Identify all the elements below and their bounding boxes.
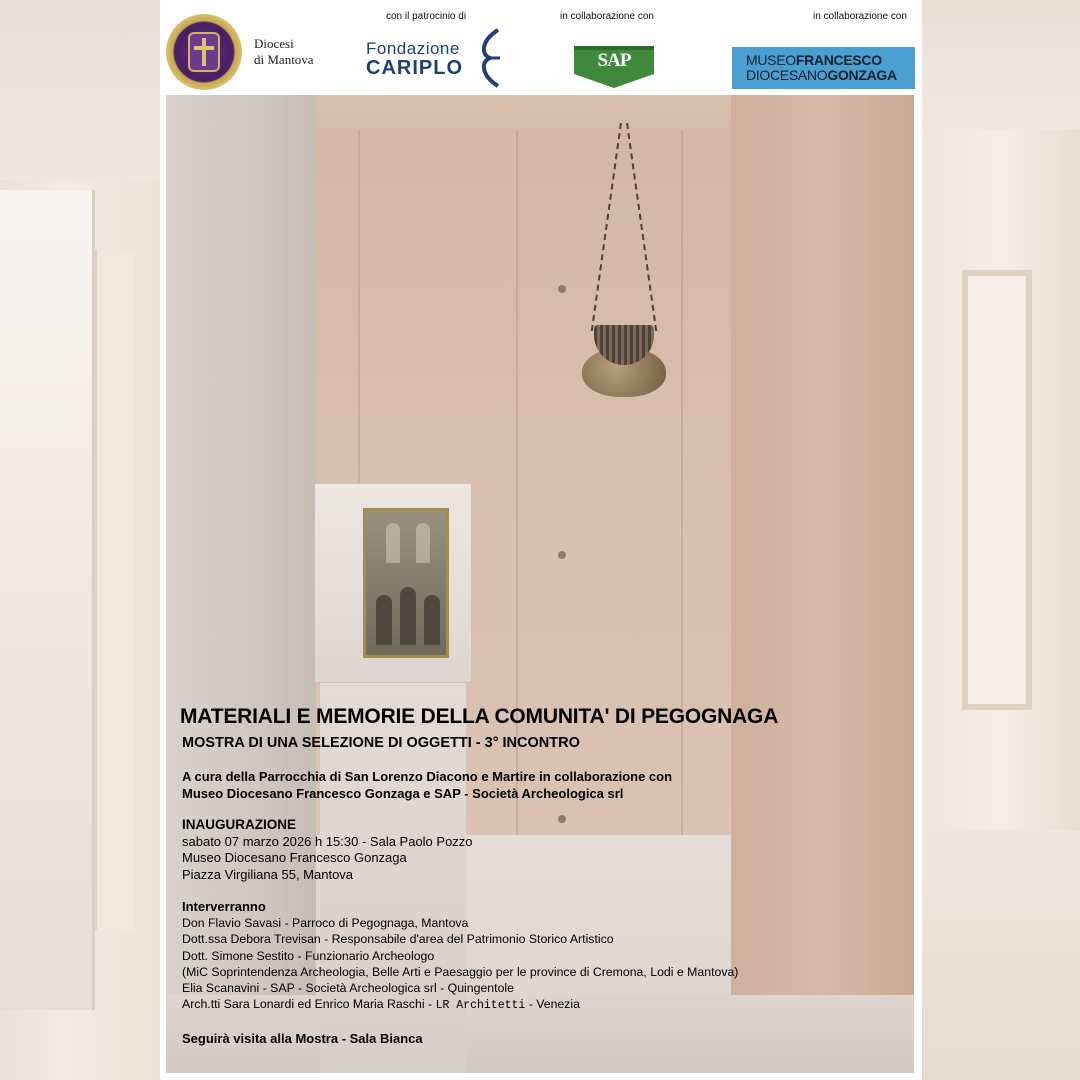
diocesi-line1: Diocesi [254, 36, 294, 51]
inauguration-venue: Museo Diocesano Francesco Gonzaga [182, 850, 407, 865]
speakers-heading: Interverranno [182, 899, 266, 914]
background-floor [922, 830, 1080, 1080]
cariplo-line2: CARIPLO [366, 57, 463, 79]
curated-line1: A cura della Parrocchia di San Lorenzo Diacono e Martire in collaborazione con [182, 769, 673, 784]
event-poster [160, 0, 922, 1080]
background-ceiling [922, 0, 1080, 130]
background-right [922, 0, 1080, 1080]
background-window-frame [95, 250, 135, 930]
collaboration-caption-2: in collaborazione con [813, 11, 907, 22]
inauguration-address: Piazza Virgiliana 55, Mantova [182, 866, 354, 882]
diocesi-logo [166, 14, 314, 90]
background-ceiling [0, 0, 160, 180]
patronage-caption: con il patrocinio di [386, 11, 467, 22]
curated-line2: Museo Diocesano Francesco Gonzaga e SAP - Società Archeologica srl [182, 786, 624, 801]
museo-line1: MUSEOFRANCESCO [746, 52, 882, 68]
speaker-3-detail: (MiC Soprintendenza Archeologia, Belle Arti e Paesaggio per le province di Cremona, Lodi e Mantova) [182, 964, 739, 979]
background-door-panel [962, 270, 1032, 710]
bronze-relief-icon [363, 508, 449, 658]
cariplo-line1: Fondazione [366, 39, 460, 58]
background-left [0, 0, 160, 1080]
collaboration-caption-1: in collaborazione con [560, 11, 654, 22]
curated-by [182, 768, 672, 802]
sap-label: SAP [597, 50, 631, 71]
diocesi-line2: di Mantova [254, 52, 314, 67]
speaker-4: Elia Scanavini - SAP - Società Archeologica srl - Quingentole [182, 981, 514, 996]
closing-note: Seguirà visita alla Mostra - Sala Bianca [182, 1031, 423, 1046]
poster-subtitle: MOSTRA DI UNA SELEZIONE DI OGGETTI - 3° INCONTRO [182, 735, 580, 751]
sap-logo [574, 46, 654, 88]
tabernacle-block [314, 483, 472, 683]
logo-strip [160, 0, 922, 96]
poster-title: MATERIALI E MEMORIE DELLA COMUNITA' DI PEGOGNAGA [180, 705, 779, 728]
diocesi-name [254, 36, 314, 68]
cariplo-logo [366, 40, 463, 78]
photo-right-wall [731, 95, 914, 1073]
inauguration-block [182, 817, 473, 883]
background-window [0, 190, 95, 1010]
inauguration-heading: INAUGURAZIONE [182, 817, 296, 832]
cariplo-mark-icon [476, 28, 502, 88]
speaker-1: Don Flavio Savasi - Parroco di Pegognaga, Mantova [182, 916, 469, 931]
museo-line2: DIOCESANOGONZAGA [746, 67, 897, 83]
cross-icon [188, 32, 220, 72]
inauguration-date: sabato 07 marzo 2026 h 15:30 - Sala Paolo Pozzo [182, 833, 473, 849]
speakers-block [182, 899, 738, 1014]
speaker-2: Dott.ssa Debora Trevisan - Responsabile d'area del Patrimonio Storico Artistico [182, 932, 614, 947]
diocesi-seal-icon [166, 14, 242, 90]
speaker-5: Arch.tti Sara Lonardi ed Enrico Maria Raschi - LR Architetti - Venezia [182, 997, 580, 1013]
museo-logo [732, 47, 915, 89]
speaker-3: Dott. Simone Sestito - Funzionario Archeologo [182, 948, 435, 963]
